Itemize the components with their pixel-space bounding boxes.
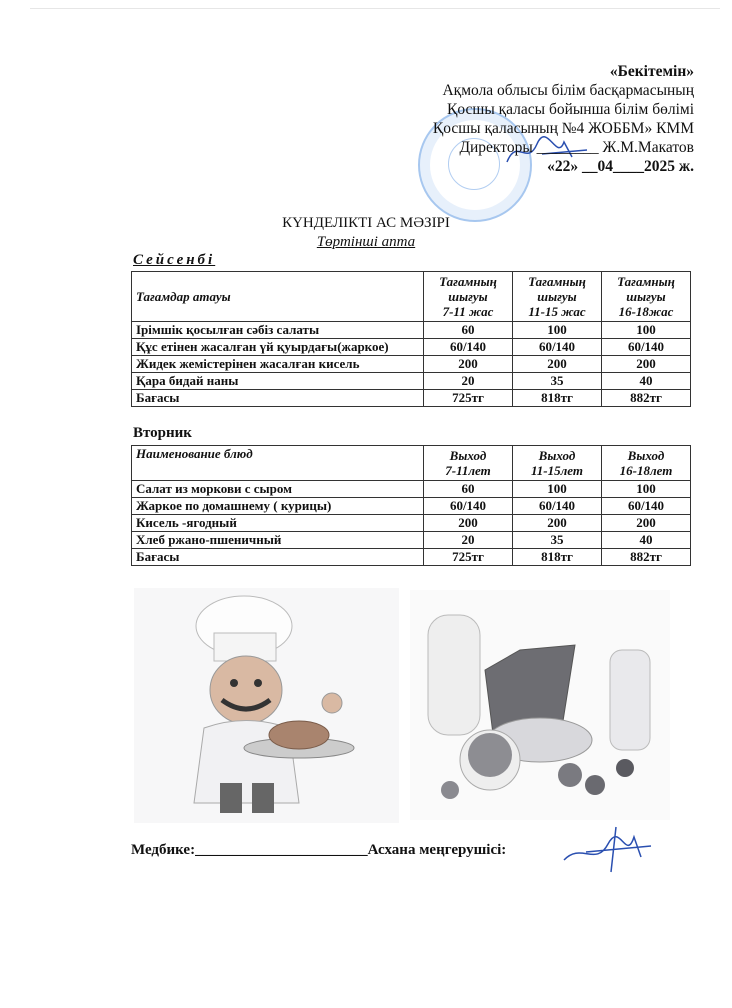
approval-line-1: Ақмола облысы білім басқармасының: [442, 82, 694, 99]
table-row: Жидек жемістерінен жасалған кисель 200 200 200: [132, 356, 691, 373]
day-heading-russian: Вторник: [133, 425, 192, 441]
table-row: Салат из моркови с сыром 60 100 100: [132, 481, 691, 498]
menu-title: КҮНДЕЛІКТІ АС МӘЗІРІ: [282, 215, 450, 231]
table-header-row: [132, 446, 691, 481]
nurse-label: Медбике:_______________________: [131, 842, 368, 858]
table-row: Ірімшік қосылған сәбіз салаты 60 100 100: [132, 322, 691, 339]
chef-illustration: [134, 588, 399, 823]
column-header-portion-1: Тағамның шығуы 7-11 жас: [424, 272, 513, 322]
table-row: Хлеб ржано-пшеничный 20 35 40: [132, 532, 691, 549]
table-header-row: [132, 272, 691, 322]
column-header-dish: Наименование блюд: [132, 446, 424, 481]
column-header-portion-3: Выход 16-18лет: [602, 446, 691, 481]
table-row: Құс етінен жасалған үй қуырдағы(жаркое) 60/140 60/140 60/140: [132, 339, 691, 356]
table-row: Жаркое по домашнему ( курицы) 60/140 60/140 60/140: [132, 498, 691, 515]
column-header-dish: Тағамдар атауы: [132, 272, 424, 322]
approval-line-4: Директоры ________ Ж.М.Макатов: [459, 139, 694, 156]
approval-block: [433, 62, 694, 176]
table-row: Кисель -ягодный 200 200 200: [132, 515, 691, 532]
menu-subtitle: Төртінші апта: [316, 234, 416, 250]
table-row-price: Бағасы 725тг 818тг 882тг: [132, 390, 691, 407]
column-header-portion-3: Тағамның шығуы 16-18жас: [602, 272, 691, 322]
footer-signatures: [131, 842, 506, 859]
column-header-portion-1: Выход 7-11лет: [424, 446, 513, 481]
table-row-price: Бағасы 725тг 818тг 882тг: [132, 549, 691, 566]
approval-line-2: Қосшы қаласы бойынша білім бөлімі: [447, 101, 694, 118]
table-row: Қара бидай наны 20 35 40: [132, 373, 691, 390]
menu-table-kazakh: [131, 271, 691, 407]
approval-line-3: Қосшы қаласының №4 ЖОББМ» КММ: [432, 120, 694, 137]
day-heading-kazakh: Сейсенбі: [133, 252, 216, 268]
cook-signature: [556, 822, 656, 877]
column-header-portion-2: Тағамның шығуы 11-15 жас: [513, 272, 602, 322]
food-illustration: [410, 590, 670, 820]
approval-heading: «Бекітемін»: [609, 63, 694, 80]
approval-date: «22» __04____2025 ж.: [547, 158, 694, 175]
cook-label: Асхана меңгерушісі:: [367, 842, 507, 858]
menu-table-russian: [131, 445, 691, 566]
page-edge-line: [30, 8, 720, 9]
column-header-portion-2: Выход 11-15лет: [513, 446, 602, 481]
